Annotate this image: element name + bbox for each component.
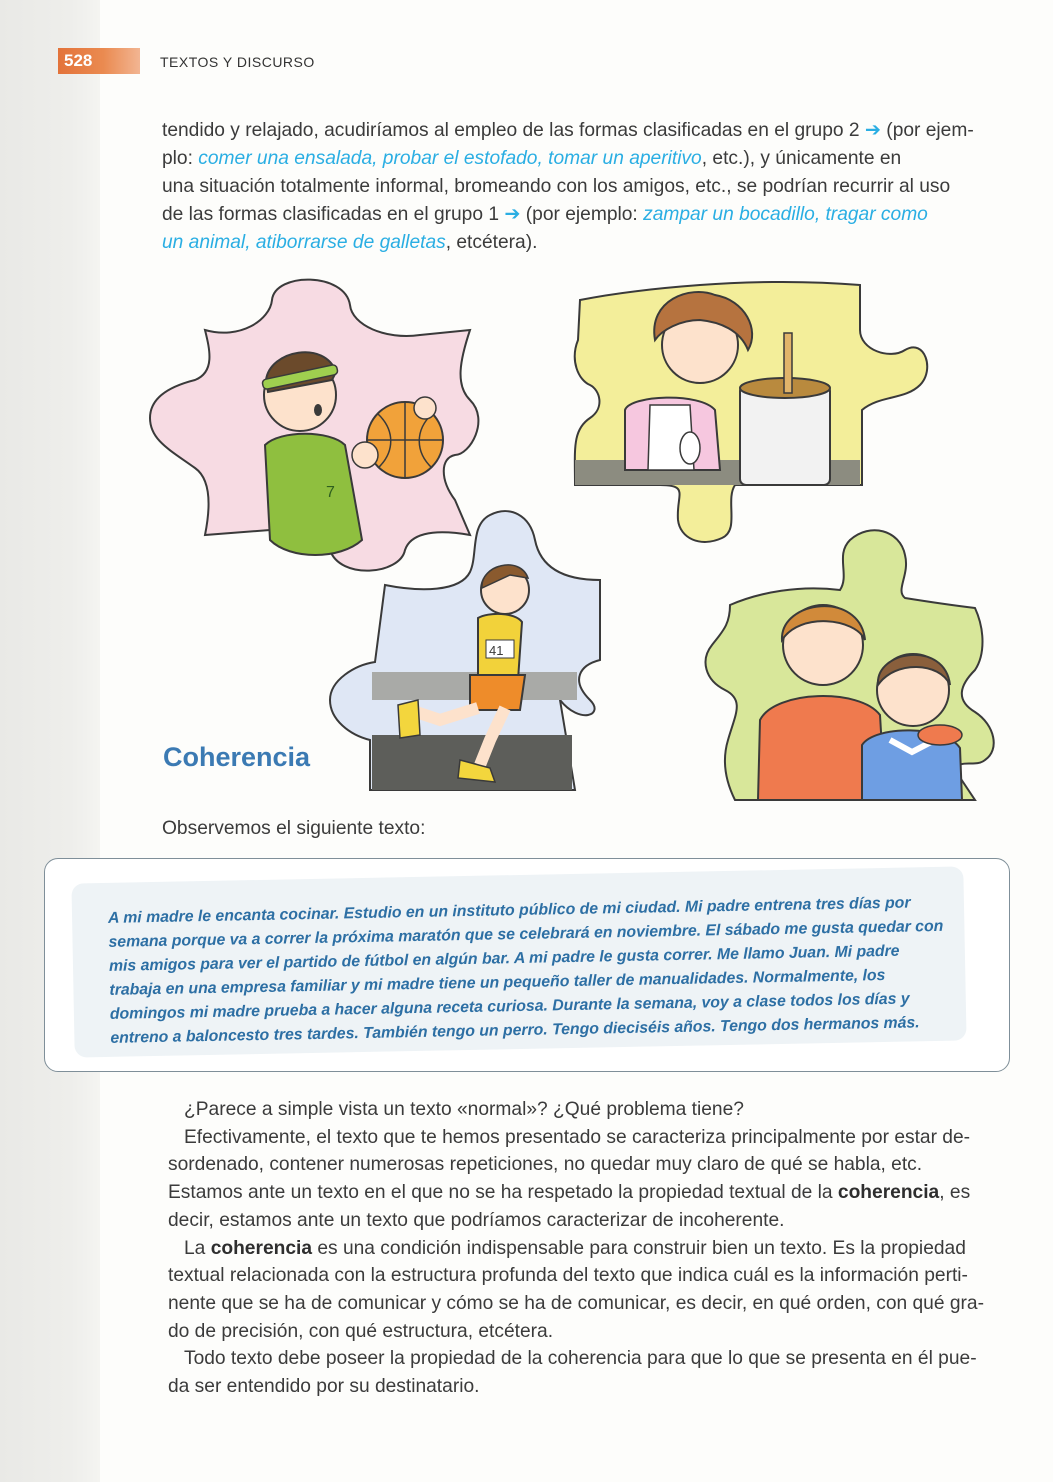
jersey-number: 7 xyxy=(326,484,335,501)
running-head: TEXTOS Y DISCURSO xyxy=(160,54,315,70)
example-line: mis amigos para ver el partido de fútbol en algún bar. A mi padre le gusta correr. Me llamo Juan. Mi padre xyxy=(108,942,900,975)
text-line: tendido y relajado, acudiríamos al empleo de las formas clasificadas en el grupo 2 ➔ (por ejem- xyxy=(162,120,974,141)
text-line: plo: comer una ensalada, probar el estofado, tomar un aperitivo, etc.), y únicamente en xyxy=(162,148,902,169)
example-line: entreno a baloncesto tres tardes. También tengo un perro. Tengo dieciséis años. Tengo dos hermanos más. xyxy=(110,1014,920,1047)
page-number: 528 xyxy=(64,51,93,70)
text-line: una situación totalmente informal, bromeando con los amigos, etc., se podrían recurrir al uso xyxy=(162,176,951,197)
key-term: coherencia xyxy=(210,1237,313,1259)
example-phrase: comer una ensalada, probar el estofado, tomar un aperitivo xyxy=(198,148,702,169)
example-phrase: un animal, atiborrarse de galletas xyxy=(162,232,446,253)
key-term: coherencia xyxy=(837,1182,940,1204)
text-line: da ser entendido por su destinatario. xyxy=(168,1376,480,1398)
runner-bib: 41 xyxy=(489,643,504,658)
example-phrase: zampar un bocadillo, tragar como xyxy=(643,204,928,225)
text-line: Todo texto debe poseer la propiedad de la coherencia para que lo que se presenta en él pue- xyxy=(184,1348,977,1370)
text-line: textual relacionada con la estructura profunda del texto que indica cuál es la información perti- xyxy=(168,1265,968,1287)
body-text xyxy=(168,1096,1013,1401)
text-line: do de precisión, con qué estructura, etcétera. xyxy=(168,1320,554,1342)
question-line: ¿Parece a simple vista un texto «normal»? ¿Qué problema tiene? xyxy=(184,1099,744,1120)
section-intro: Observemos el siguiente texto: xyxy=(162,818,426,839)
text-line: Efectivamente, el texto que te hemos presentado se caracteriza principalmente por estar de- xyxy=(184,1126,971,1148)
puzzle-piece-friends xyxy=(706,530,994,800)
example-line: A mi madre le encanta cocinar. Estudio en un instituto público de mi ciudad. Mi padre entrena tres días por xyxy=(107,894,911,927)
example-text xyxy=(108,890,981,1051)
text-line: de las formas clasificadas en el grupo 1 ➔ (por ejemplo: zampar un bocadillo, tragar como xyxy=(162,204,928,225)
example-line: trabaja en una empresa familiar y mi madre tiene un pequeño taller de manualidades. Normalmente, los xyxy=(109,966,886,999)
text-line: nente que se ha de comunicar y cómo se ha de comunicar, es decir, en qué orden, con qué gra- xyxy=(168,1292,984,1314)
example-line: semana porque va a correr la próxima maratón que se celebrará en noviembre. El sábado me gusta quedar con xyxy=(108,917,944,951)
text-line: sordenado, contener numerosas repeticiones, no quedar muy claro de qué se habla, etc. xyxy=(168,1154,923,1176)
example-line: domingos mi madre prueba a hacer alguna receta curiosa. Durante la semana, voy a clase todos los días y xyxy=(109,990,910,1023)
puzzle-piece-cooking xyxy=(575,282,927,542)
example-text-box xyxy=(44,858,1010,1072)
text-line: Estamos ante un texto en el que no se ha respetado la propiedad textual de la coherencia, es xyxy=(168,1182,971,1204)
arrow-icon: ➔ xyxy=(864,120,881,141)
arrow-icon: ➔ xyxy=(504,204,521,225)
example-text-panel xyxy=(71,866,966,1057)
text-line: decir, estamos ante un texto que podríamos caracterizar de incoherente. xyxy=(168,1209,785,1231)
section-heading: Coherencia xyxy=(163,742,311,772)
text-line: La coherencia es una condición indispensable para construir bien un texto. Es la propiedad xyxy=(184,1237,966,1259)
puzzle-piece-basketball xyxy=(150,280,478,571)
text-line: un animal, atiborrarse de galletas, etcétera). xyxy=(162,232,538,253)
